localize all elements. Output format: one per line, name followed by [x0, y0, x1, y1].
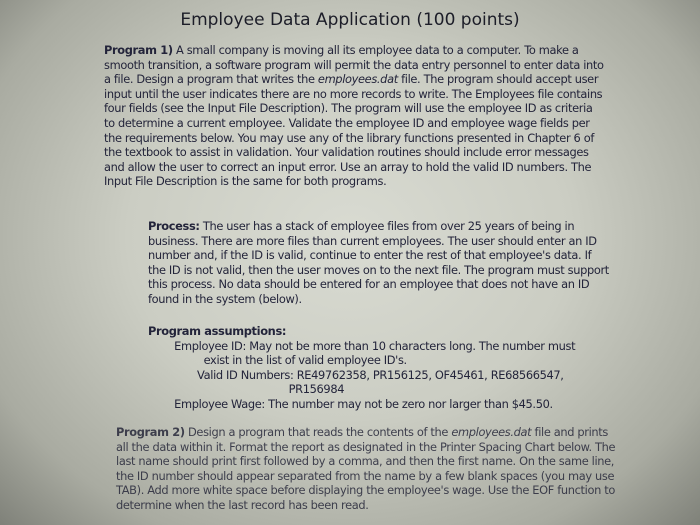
program1-paragraph	[104, 43, 604, 189]
text-line	[104, 72, 604, 87]
text-line	[148, 397, 575, 412]
text-segment: smooth transition, a software program will permit the data entry personnel to enter data into	[104, 57, 604, 72]
text-line	[104, 116, 604, 131]
bold-label: Process:	[148, 219, 200, 233]
text-segment: the textbook to assist in validation. Your validation routines should include error messages	[104, 145, 589, 160]
text-line	[116, 454, 615, 469]
text-line	[104, 160, 604, 175]
program-assumptions	[148, 324, 575, 412]
text-segment: file and prints	[531, 425, 609, 439]
text-line	[148, 382, 575, 397]
text-segment: the requirements below. You may use any of the library functions presented in Chapter 6 of	[104, 130, 595, 145]
text-segment: the ID number should appear separated from the name by a few blank spaces (you may use	[116, 468, 615, 483]
text-line	[116, 498, 615, 513]
text-segment: business. There are more files than current employees. The user should enter an ID	[148, 233, 597, 248]
text-segment: TAB). Add more white space before displaying the employee's wage. Use the EOF function to	[116, 483, 615, 498]
process-paragraph	[148, 219, 609, 307]
text-segment: and allow the user to correct an input error. Use an array to hold the valid ID numbers. The	[104, 159, 592, 174]
text-line	[148, 263, 609, 278]
text-segment: determine when the last record has been read.	[116, 497, 369, 512]
text-segment: found in the system (below).	[148, 291, 302, 306]
bold-label: Program 2)	[116, 425, 185, 439]
text-segment: input until the user indicates there are no more records to write. The Employees file contains	[104, 86, 603, 101]
text-line	[116, 440, 615, 455]
filename-text: employees.dat	[451, 425, 532, 439]
text-line	[104, 58, 604, 73]
text-segment: Input File Description is the same for both programs.	[104, 174, 387, 189]
text-segment: to determine a current employee. Validate the employee ID and employee wage fields per	[104, 115, 590, 130]
text-line	[148, 219, 609, 234]
text-segment: A small company is moving all its employee data to a computer. To make a	[172, 43, 579, 57]
text-segment: The user has a stack of employee files from over 25 years of being in	[199, 219, 575, 233]
text-segment: number and, if the ID is valid, continue to enter the rest of that employee's data. If	[148, 248, 592, 263]
text-line	[148, 368, 575, 383]
document-title: Employee Data Application (100 points)	[180, 10, 520, 30]
text-line	[148, 292, 609, 307]
text-line	[104, 87, 604, 102]
text-line	[116, 469, 615, 484]
text-line	[104, 101, 604, 116]
text-line	[148, 277, 609, 292]
text-segment: the ID is not valid, then the user moves on to the next file. The program must support	[148, 262, 609, 277]
text-segment: last name should print first followed by a comma, and then the first name. On the same line,	[116, 454, 615, 469]
text-line	[148, 353, 575, 368]
text-segment: four fields (see the Input File Description). The program will use the employee ID as criteria	[104, 101, 593, 116]
text-line	[148, 234, 609, 249]
text-line	[104, 145, 604, 160]
program2-paragraph	[116, 425, 615, 513]
text-segment: Employee Wage: The number may not be zero nor larger than $45.50.	[148, 396, 553, 411]
text-line	[104, 131, 604, 146]
text-segment: this process. No data should be entered for an employee that does not have an ID	[148, 277, 590, 292]
bold-label: Program 1)	[104, 43, 173, 57]
text-line	[148, 324, 575, 339]
text-segment: Valid ID Numbers: RE49762358, PR156125, OF45461, RE68566547,	[148, 367, 564, 382]
text-segment: a file. Design a program that writes the	[104, 72, 318, 87]
text-segment: all the data within it. Format the report as designated in the Printer Spacing Chart below. The	[116, 439, 616, 454]
text-line	[148, 339, 575, 354]
filename-text: employees.dat	[317, 72, 398, 87]
text-segment: file. The program should accept user	[397, 72, 599, 87]
text-segment: Employee ID: May not be more than 10 characters long. The number must	[148, 338, 576, 353]
text-segment: Design a program that reads the contents of the	[184, 425, 452, 439]
text-line	[148, 248, 609, 263]
bold-label: Program assumptions:	[148, 324, 287, 338]
text-line	[116, 425, 615, 440]
text-line	[104, 43, 604, 58]
text-segment: PR156984	[148, 382, 345, 397]
text-segment: exist in the list of valid employee ID's.	[148, 353, 407, 368]
text-line	[116, 483, 615, 498]
text-line	[104, 174, 604, 189]
